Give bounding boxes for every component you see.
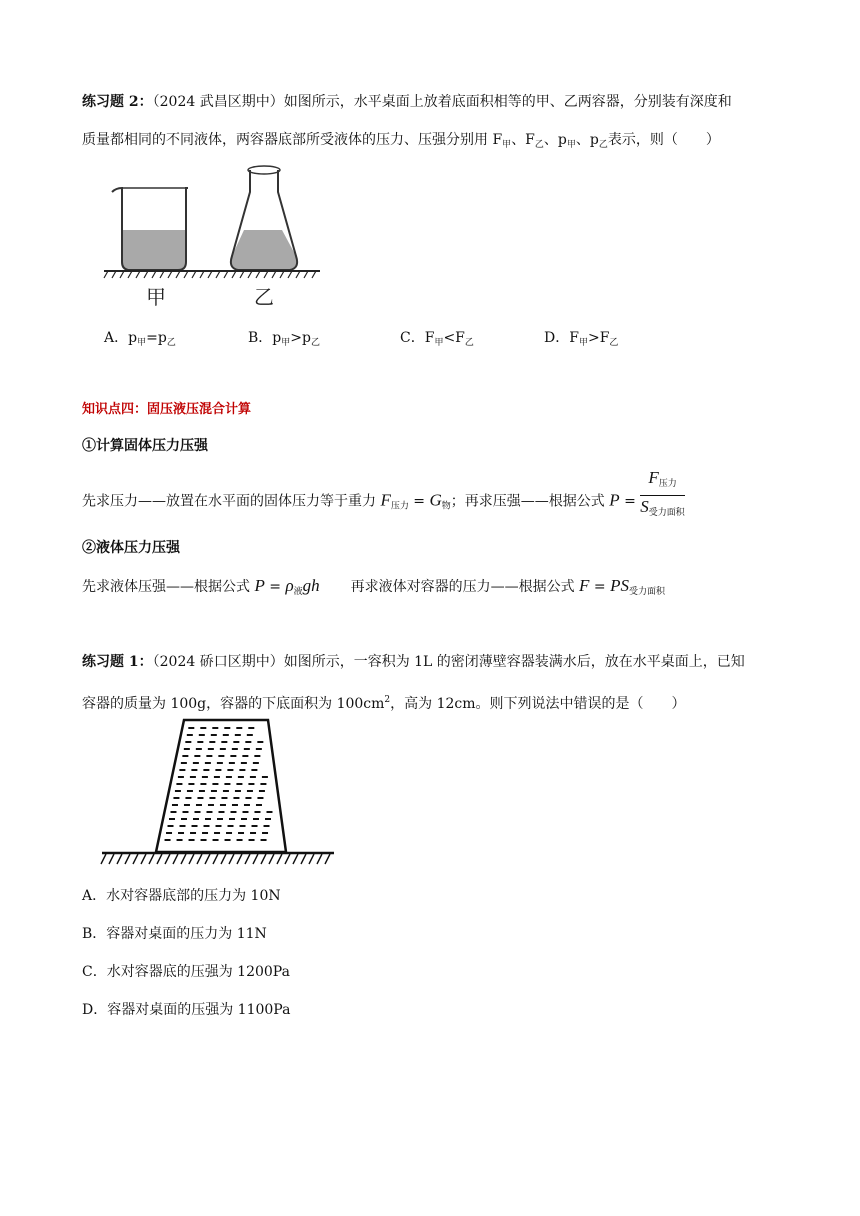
exercise1-option-a[interactable]: A．水对容器底部的压力为 10N (82, 888, 281, 904)
beaker-liquid (122, 230, 186, 270)
trapezoid-container-figure (100, 716, 340, 872)
exercise2-label: 练习题 2： (82, 94, 153, 110)
knowledge-point-title: 知识点四：固压液压混合计算 (82, 402, 252, 417)
flask-liquid (231, 230, 297, 270)
solid-formula-line: 先求压力——放置在水平面的固体压力等于重力 $F_{压力} = G_物$；再求压强——根据公式 P = $\frac{F_{压力}}{S_{受力面积}}$ (82, 480, 685, 523)
exercise2-option-a[interactable]: A．$p_甲=p_乙$ (104, 330, 176, 348)
exercise2-text1: （2024 武昌区期中）如图所示，水平桌面上放着底面积相等的甲、乙两容器，分别装有深度和 (152, 94, 732, 110)
exercise1-line1: 练习题 1：（2024 硚口区期中）如图所示，一容积为 1L 的密闭薄壁容器装满水后，放在水平桌面上，已知 (82, 654, 745, 670)
pressure-fraction: $\frac{F_{压力}}{S_{受力面积}}$ (640, 468, 685, 518)
label-yi: 乙 (254, 285, 274, 309)
exercise1-option-d[interactable]: D．容器对桌面的压强为 1100Pa (82, 1002, 291, 1018)
subheading-solid: ①计算固体压力压强 (82, 438, 208, 454)
exercise1-option-c[interactable]: C．水对容器底的压强为 1200Pa (82, 964, 290, 980)
exercise1-line2: 容器的质量为 100g，容器的下底面积为 $100cm^2$，高为 12cm。则下列说法中错误的是（ ） (82, 695, 686, 712)
exercise2-option-c[interactable]: C．$F_甲<F_乙$ (400, 330, 474, 348)
liquid-formula-line: 先求液体压强——根据公式 $P = \rho_液gh$ 再求液体对容器的压力——根据公式 $F = PS_{受力面积}$ (82, 576, 665, 597)
exercise2-line2: 质量都相同的不同液体，两容器底部所受液体的压力、压强分别用 $F_甲$、$F_乙$、$p_甲$、$p_乙$表示，则（ ） (82, 132, 720, 150)
exercise1-label: 练习题 1： (82, 654, 153, 670)
exercise2-option-d[interactable]: D．$F_甲>F_乙$ (544, 330, 619, 348)
exercise2-option-b[interactable]: B．$p_甲>p_乙$ (248, 330, 320, 348)
exercise1-option-b[interactable]: B．容器对桌面的压力为 11N (82, 926, 267, 942)
beaker-flask-figure (100, 162, 330, 312)
subheading-liquid: ②液体压力压强 (82, 540, 180, 556)
label-jia: 甲 (146, 285, 166, 309)
exercise2-line1 (82, 92, 732, 112)
